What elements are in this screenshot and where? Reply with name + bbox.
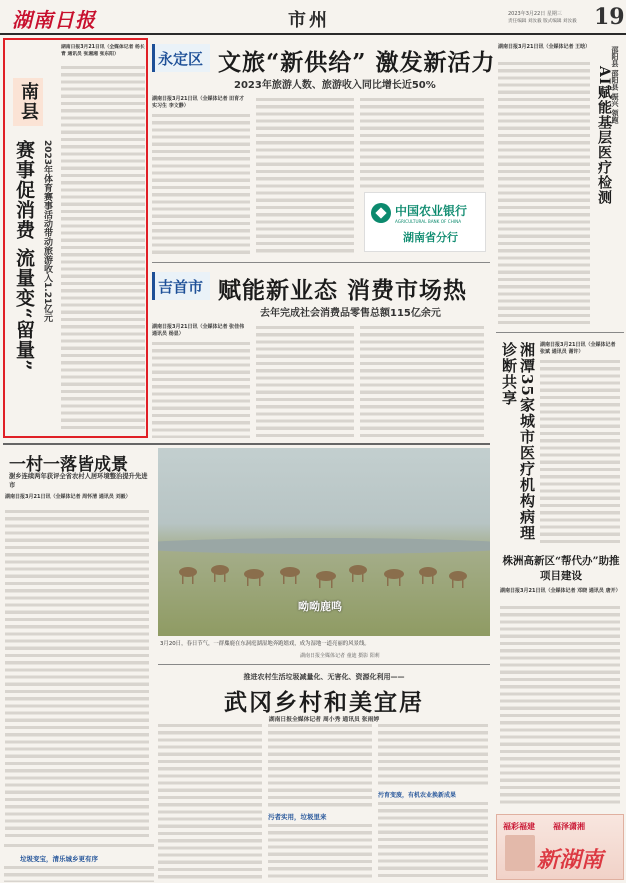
- date-line: 2023年3月22日 星期三: [508, 11, 562, 17]
- divider-yongding-jishou: [152, 262, 490, 263]
- zhuzhou-headline: 株洲高新区“帮代办”助推项目建设: [502, 555, 620, 582]
- nanxian-place: 南县: [13, 78, 43, 126]
- jishou-col-3: [360, 324, 484, 438]
- shaoyang-headline: AI赋能基层医疗检测: [596, 66, 612, 206]
- masthead-rule: [0, 33, 626, 35]
- xiangtan-headline: 湘潭35家城市医疗机构病理诊断共享: [500, 342, 536, 541]
- lottery-building-icon: [505, 835, 535, 871]
- yongding-byline-1: 湖南日报3月21日讯（全媒体记者 田育才 实习生 李文静）: [152, 96, 245, 109]
- divider-shaoyang-xiangtan: [496, 332, 624, 333]
- nanxian-article: [3, 38, 148, 438]
- editors: 责任编辑 刘汝毅 版式编辑 刘汝毅: [508, 19, 577, 24]
- wugang-col-4b: [378, 800, 488, 880]
- wugang-section-2: 污者实用，垃圾里来: [268, 813, 327, 821]
- yongding-headline: 文旅“新供给” 激发新活力: [218, 49, 496, 76]
- page-number: 19: [594, 4, 625, 30]
- village-article: [3, 448, 153, 838]
- village-body: [5, 508, 149, 838]
- masthead: [0, 0, 626, 34]
- wugang-kicker: 推进农村生活垃圾减量化、无害化、资源化利用——: [243, 673, 405, 681]
- xiangtan-byline: 湖南日报3月21日讯（全媒体记者 张斌 通讯员 谢许）: [540, 342, 616, 355]
- village-headline: 一村一落皆成景: [9, 455, 128, 475]
- yongding-col-1: [152, 112, 250, 254]
- nanxian-headline: 赛事促消费 流量变“留量”: [13, 140, 35, 372]
- new-hunan-watermark: 新湖南: [537, 847, 604, 873]
- wugang-col-3: [268, 722, 372, 810]
- yongding-subhead: 2023年旅游人数、旅游收入同比增长近50%: [234, 80, 436, 91]
- wugang-col-3b: [268, 822, 372, 880]
- bank-branch: 湖南省分行: [403, 231, 458, 244]
- village-byline: 湖南日报3月21日讯（全媒体记者 周怀清 通讯员 刘毅）: [5, 494, 131, 500]
- jishou-headline: 赋能新业态 消费市场热: [218, 277, 468, 304]
- jishou-col-1: [152, 340, 250, 438]
- wugang-col-1b: [4, 864, 154, 882]
- wugang-section-1: 垃圾变宝，清乐城乡更有序: [20, 855, 98, 863]
- lottery-ad: [496, 814, 624, 880]
- wugang-headline: 武冈乡村和美宜居: [224, 689, 424, 716]
- nanxian-byline: 湖南日报3月21日讯（全媒体记者 杨长青 通讯员 张湘湘 张东阳）: [61, 45, 145, 57]
- wugang-section-3: 污育变废，有机农业换新成果: [378, 792, 457, 799]
- divider-main: [3, 443, 490, 445]
- bank-name: 中国农业银行: [395, 204, 468, 218]
- jishou-byline-1: 湖南日报3月21日讯（全媒体记者 张佳伟 通讯员 杨显）: [152, 324, 245, 337]
- jishou-col-2: [256, 324, 354, 438]
- yongding-article: [152, 38, 496, 258]
- jishou-subhead: 去年完成社会消费品零售总额115亿余元: [260, 308, 441, 319]
- shaoyang-kicker: 邵阳县 邵阳县 振兴 领跑: [611, 46, 619, 124]
- lottery-brand: 福彩福建: [503, 821, 535, 831]
- nanxian-subhead: 2023年体育赛事活动带动旅游收入1.21亿元: [42, 140, 52, 323]
- wugang-col-4: [378, 722, 488, 788]
- photo-credit: 湖南日报全媒体记者 童迪 摄影 阳莉: [300, 653, 380, 659]
- photo-caption: 3月20日，春日节气，一群麋鹿在东洞庭湖湿地奔跑嬉戏，成为湿地一道亮丽的风景线。: [160, 641, 370, 647]
- xiangtan-article: [496, 336, 624, 548]
- photo-caption-title: 呦呦鹿鸣: [298, 600, 342, 613]
- wugang-byline: 湖南日报全媒体记者 周小秀 通讯员 张雨婷: [268, 717, 380, 723]
- shaoyang-article: [496, 38, 624, 328]
- jishou-place: 吉首市: [158, 278, 204, 296]
- bank-name-en: AGRICULTURAL BANK OF CHINA: [395, 219, 462, 224]
- zhuzhou-byline: 湖南日报3月21日讯（全媒体记者 邓晓 通讯员 唐开）: [500, 588, 621, 594]
- yongding-col-3: [360, 96, 484, 188]
- shaoyang-body-1: [498, 60, 590, 324]
- jishou-article: [152, 266, 490, 440]
- lottery-slogan: 福泽潇湘: [553, 821, 585, 831]
- newspaper-logo: 湖南日报: [12, 8, 96, 32]
- divider-wugang: [158, 664, 490, 665]
- yongding-place: 永定区: [158, 50, 204, 68]
- yongding-col-2: [256, 96, 354, 254]
- deer-photo: [158, 448, 490, 636]
- wugang-col-2: [158, 722, 262, 880]
- nanxian-body-1: [61, 64, 145, 134]
- xiangtan-body: [540, 358, 620, 546]
- shaoyang-byline: 湖南日报3月21日讯（全媒体记者 王晗）: [498, 44, 591, 50]
- nanxian-body-2: [61, 136, 145, 432]
- village-subhead: 澍乡连续两年获评全省农村人居环境整治提升先进市: [9, 473, 148, 489]
- zhuzhou-article: [496, 552, 624, 812]
- section-name: 市州: [288, 10, 330, 31]
- wugang-col-1: [4, 842, 154, 850]
- zhuzhou-body: [500, 604, 620, 804]
- bank-ad: [364, 192, 486, 252]
